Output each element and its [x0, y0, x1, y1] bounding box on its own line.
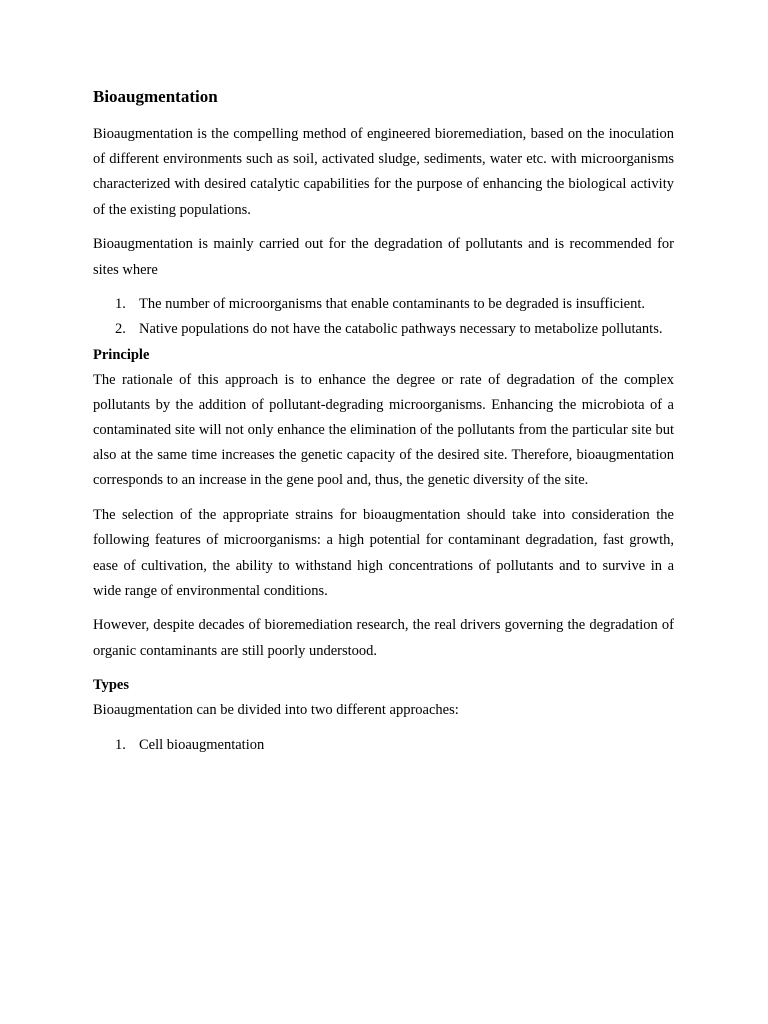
list-item — [93, 317, 674, 342]
principle-heading: Principle — [93, 346, 150, 363]
list-item-text: Cell bioaugmentation — [139, 737, 265, 754]
list-item-number: 1. — [115, 296, 126, 313]
types-heading: Types — [93, 677, 129, 694]
list-item — [93, 733, 674, 758]
list-item-number: 2. — [115, 321, 126, 338]
document-title: Bioaugmentation — [93, 87, 218, 106]
principle-paragraph-2: The selection of the appropriate strains for bioaugmentation should take into consideration the following features of microorganisms: a high potential for contaminant degradation, fast growth, ease of cultivation, the ability to withstand high concentrations of pollutants and to survive in a wide range of environmental conditions. — [93, 507, 674, 599]
intro-paragraph-2: Bioaugmentation is mainly carried out for the degradation of pollutants and is recommended for sites where — [93, 236, 674, 278]
document-page — [93, 86, 674, 758]
list-item-number: 1. — [115, 737, 126, 754]
types-list — [93, 733, 674, 758]
list-item — [93, 292, 674, 317]
list-item-text: The number of microorganisms that enable contaminants to be degraded is insufficient. — [139, 296, 646, 313]
intro-paragraph-1: Bioaugmentation is the compelling method of engineered bioremediation, based on the inoculation of different environments such as soil, activated sludge, sediments, water etc. with microorganisms characterized with desired catalytic capabilities for the purpose of enhancing the biological activity of the existing populations. — [93, 126, 674, 218]
list-item-text: Native populations do not have the catabolic pathways necessary to metabolize pollutants. — [139, 321, 663, 338]
principle-paragraph-1: The rationale of this approach is to enhance the degree or rate of degradation of the complex pollutants by the addition of pollutant-degrading microorganisms. Enhancing the microbiota of a contaminated site will not only enhance the elimination of the pollutants from the particular site but also at the same time increases the genetic capacity of the desired site. Therefore, bioaugmentation corresponds to an increase in the gene pool and, thus, the genetic diversity of the site. — [93, 371, 674, 489]
types-intro-paragraph: Bioaugmentation can be divided into two different approaches: — [93, 702, 459, 719]
principle-paragraph-3: However, despite decades of bioremediation research, the real drivers governing the degradation of organic contaminants are still poorly understood. — [93, 617, 674, 659]
sites-list — [93, 292, 674, 342]
